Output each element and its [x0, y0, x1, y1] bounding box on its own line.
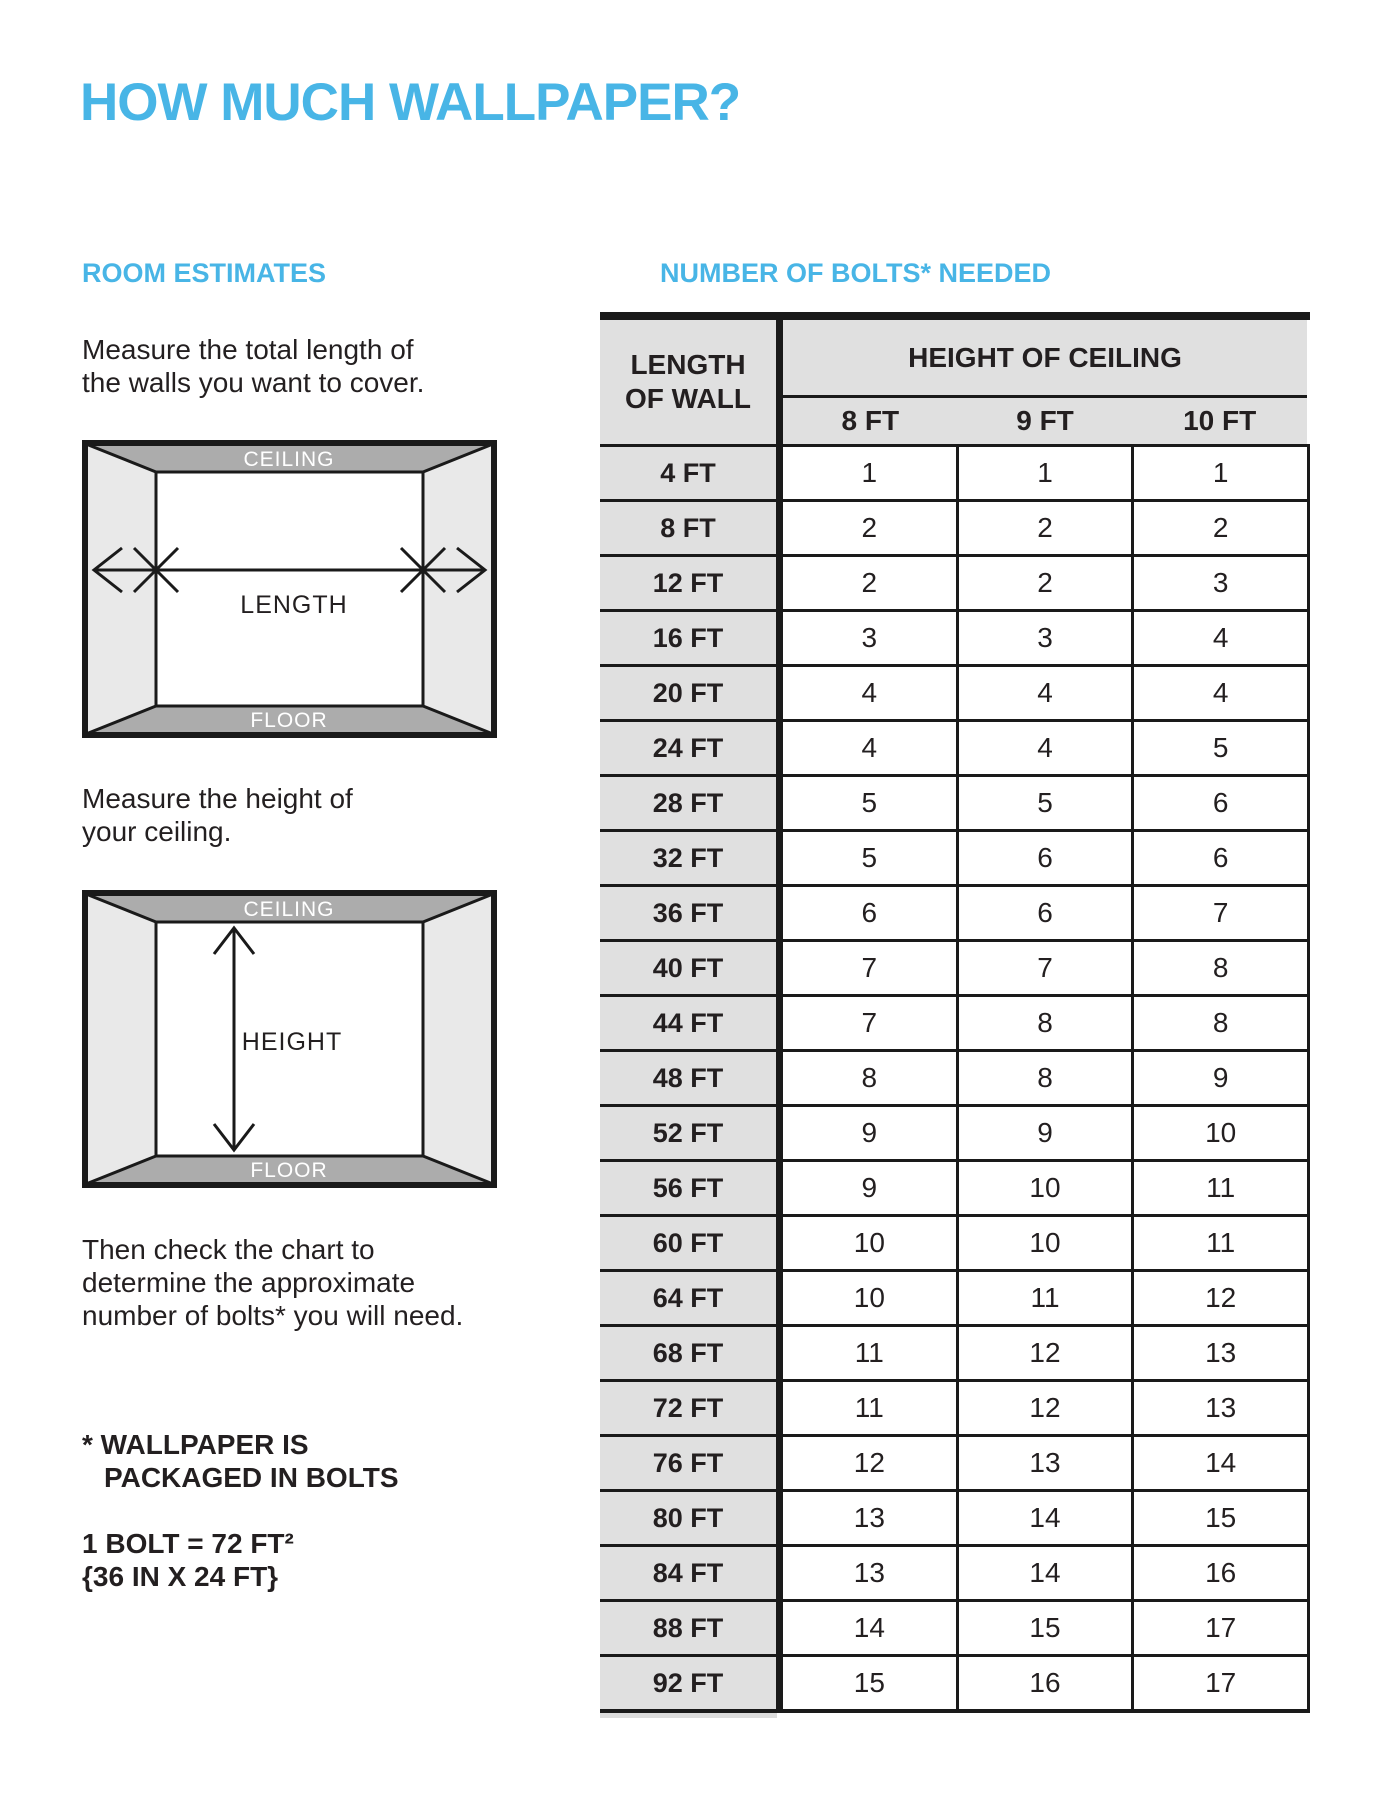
row-label: 64 FT — [600, 1272, 776, 1324]
bolt-count-cell: 8 — [783, 1052, 956, 1104]
bolt-count-cell: 11 — [1131, 1217, 1307, 1269]
step2-text — [82, 782, 353, 848]
bolt-count-cell: 7 — [1131, 887, 1307, 939]
bolt-count-cell: 7 — [956, 942, 1132, 994]
footnote-line2: PACKAGED IN BOLTS — [104, 1462, 399, 1493]
step1-line2: the walls you want to cover. — [82, 367, 425, 398]
bolt-count-cell: 14 — [783, 1602, 956, 1654]
table-vertical-divider — [776, 1657, 783, 1709]
bolts-footnote — [82, 1428, 399, 1494]
table-vertical-divider — [776, 1437, 783, 1489]
bolt-info-line1: 1 BOLT = 72 FT² — [82, 1528, 294, 1559]
row-label: 24 FT — [600, 722, 776, 774]
table-vertical-divider — [776, 1492, 783, 1544]
bolt-count-cell: 12 — [783, 1437, 956, 1489]
bolt-count-cell: 6 — [783, 887, 956, 939]
bolt-count-cell: 4 — [783, 667, 956, 719]
table-header — [600, 320, 1310, 444]
row-label: 80 FT — [600, 1492, 776, 1544]
column-header-8ft: 8 FT — [841, 405, 900, 436]
bolt-count-cell: 13 — [1131, 1327, 1307, 1379]
table-row — [600, 1214, 1310, 1269]
bolt-count-cell: 14 — [956, 1547, 1132, 1599]
bolt-count-cell: 5 — [783, 832, 956, 884]
floor-label: FLOOR — [250, 709, 328, 732]
row-header-cell — [600, 320, 776, 444]
row-label: 84 FT — [600, 1547, 776, 1599]
bolts-table-body — [600, 444, 1310, 1709]
column-header-group — [783, 320, 1310, 444]
bolt-count-cell: 2 — [783, 502, 956, 554]
row-label: 60 FT — [600, 1217, 776, 1269]
step3-line2: determine the approximate — [82, 1267, 416, 1298]
step3-line1: Then check the chart to — [82, 1234, 375, 1265]
row-label: 44 FT — [600, 997, 776, 1049]
bolt-count-cell: 2 — [956, 557, 1132, 609]
column-header-10ft: 10 FT — [1183, 405, 1257, 436]
row-label: 28 FT — [600, 777, 776, 829]
bolt-count-cell: 15 — [783, 1657, 956, 1709]
row-header-line2: OF WALL — [625, 383, 751, 414]
left-wall-face — [86, 894, 156, 1184]
height-measure-label: HEIGHT — [241, 1028, 343, 1056]
bolt-count-cell: 14 — [956, 1492, 1132, 1544]
table-row — [600, 994, 1310, 1049]
table-row — [600, 1654, 1310, 1709]
back-wall — [156, 472, 423, 706]
table-vertical-divider — [776, 887, 783, 939]
table-row — [600, 719, 1310, 774]
bolt-count-cell: 3 — [956, 612, 1132, 664]
table-row — [600, 1269, 1310, 1324]
row-label: 12 FT — [600, 557, 776, 609]
step1-text — [82, 333, 424, 399]
bolt-count-cell: 6 — [1131, 777, 1307, 829]
table-vertical-divider — [776, 667, 783, 719]
bolt-count-cell: 17 — [1131, 1657, 1307, 1709]
row-label: 56 FT — [600, 1162, 776, 1214]
table-row — [600, 1599, 1310, 1654]
table-vertical-divider — [776, 447, 783, 499]
row-label: 36 FT — [600, 887, 776, 939]
bolt-count-cell: 4 — [1131, 612, 1307, 664]
ceiling-height-columns — [783, 398, 1307, 444]
bolt-count-cell: 3 — [1131, 557, 1307, 609]
bolt-count-cell: 11 — [1131, 1162, 1307, 1214]
row-label: 88 FT — [600, 1602, 776, 1654]
bolt-count-cell: 10 — [783, 1272, 956, 1324]
table-row — [600, 1049, 1310, 1104]
bolt-count-cell: 8 — [956, 1052, 1132, 1104]
table-vertical-divider — [776, 722, 783, 774]
bolt-count-cell: 2 — [783, 557, 956, 609]
row-label: 92 FT — [600, 1657, 776, 1709]
bolt-count-cell: 1 — [783, 447, 956, 499]
room-length-diagram — [82, 440, 497, 738]
bolt-count-cell: 7 — [783, 942, 956, 994]
bolt-count-cell: 6 — [1131, 832, 1307, 884]
row-label: 68 FT — [600, 1327, 776, 1379]
bolt-count-cell: 4 — [956, 667, 1132, 719]
table-row — [600, 1434, 1310, 1489]
room-height-diagram — [82, 890, 497, 1188]
left-wall-face — [86, 444, 156, 734]
step3-text — [82, 1233, 463, 1332]
row-label: 72 FT — [600, 1382, 776, 1434]
table-vertical-divider — [776, 612, 783, 664]
table-vertical-divider — [776, 502, 783, 554]
bolt-count-cell: 15 — [1131, 1492, 1307, 1544]
table-vertical-divider — [776, 1217, 783, 1269]
bolt-count-cell: 13 — [783, 1492, 956, 1544]
table-vertical-divider — [776, 942, 783, 994]
table-row — [600, 1544, 1310, 1599]
bolt-count-cell: 13 — [956, 1437, 1132, 1489]
bolt-count-cell: 16 — [956, 1657, 1132, 1709]
table-vertical-divider — [776, 832, 783, 884]
table-row — [600, 1379, 1310, 1434]
table-row — [600, 1104, 1310, 1159]
row-label: 8 FT — [600, 502, 776, 554]
table-row — [600, 1489, 1310, 1544]
row-label: 76 FT — [600, 1437, 776, 1489]
ceiling-label: CEILING — [243, 898, 335, 921]
bolt-count-cell: 11 — [956, 1272, 1132, 1324]
table-vertical-divider — [776, 1052, 783, 1104]
table-row — [600, 444, 1310, 499]
row-label: 16 FT — [600, 612, 776, 664]
bolt-count-cell: 7 — [783, 997, 956, 1049]
bolt-count-cell: 5 — [783, 777, 956, 829]
table-row — [600, 1324, 1310, 1379]
bolt-count-cell: 6 — [956, 832, 1132, 884]
table-vertical-divider — [776, 1602, 783, 1654]
row-label: 40 FT — [600, 942, 776, 994]
bolt-count-cell: 15 — [956, 1602, 1132, 1654]
footnote-line1: * WALLPAPER IS — [82, 1429, 309, 1460]
bolt-count-cell: 9 — [783, 1107, 956, 1159]
bolt-count-cell: 12 — [956, 1327, 1132, 1379]
table-row — [600, 609, 1310, 664]
bolt-count-cell: 12 — [956, 1382, 1132, 1434]
height-of-ceiling-header: HEIGHT OF CEILING — [783, 320, 1307, 398]
bolt-count-cell: 8 — [1131, 942, 1307, 994]
table-vertical-divider — [776, 1547, 783, 1599]
bolt-info-line2: {36 IN X 24 FT} — [82, 1561, 279, 1592]
table-vertical-divider — [776, 1272, 783, 1324]
bolt-count-cell: 9 — [956, 1107, 1132, 1159]
table-row — [600, 884, 1310, 939]
bolt-count-cell: 12 — [1131, 1272, 1307, 1324]
bolt-count-cell: 17 — [1131, 1602, 1307, 1654]
bolt-count-cell: 8 — [1131, 997, 1307, 1049]
room-estimates-heading: ROOM ESTIMATES — [82, 258, 327, 288]
page-title: HOW MUCH WALLPAPER? — [80, 73, 741, 132]
bolt-count-cell: 10 — [956, 1217, 1132, 1269]
table-vertical-divider — [776, 557, 783, 609]
table-row — [600, 664, 1310, 719]
table-vertical-divider — [776, 1382, 783, 1434]
bolt-count-cell: 4 — [956, 722, 1132, 774]
table-row — [600, 829, 1310, 884]
bolt-count-cell: 5 — [1131, 722, 1307, 774]
row-label: 52 FT — [600, 1107, 776, 1159]
table-footer-shadow — [600, 1713, 777, 1718]
table-row — [600, 554, 1310, 609]
row-label: 48 FT — [600, 1052, 776, 1104]
bolt-count-cell: 1 — [956, 447, 1132, 499]
table-vertical-divider — [776, 1327, 783, 1379]
bolt-count-cell: 16 — [1131, 1547, 1307, 1599]
table-row — [600, 499, 1310, 554]
bolt-count-cell: 3 — [783, 612, 956, 664]
bolt-count-cell: 1 — [1131, 447, 1307, 499]
table-vertical-divider — [776, 320, 783, 444]
bolt-size-info — [82, 1527, 294, 1593]
bolt-count-cell: 11 — [783, 1327, 956, 1379]
row-label: 32 FT — [600, 832, 776, 884]
bolt-count-cell: 6 — [956, 887, 1132, 939]
length-measure-label: LENGTH — [240, 591, 348, 619]
bolt-count-cell: 13 — [783, 1547, 956, 1599]
step1-line1: Measure the total length of — [82, 334, 414, 365]
table-vertical-divider — [776, 777, 783, 829]
bolt-count-cell: 10 — [1131, 1107, 1307, 1159]
step2-line1: Measure the height of — [82, 783, 353, 814]
bolt-count-cell: 14 — [1131, 1437, 1307, 1489]
bolt-count-cell: 2 — [1131, 502, 1307, 554]
bolt-count-cell: 4 — [783, 722, 956, 774]
bolt-count-cell: 10 — [956, 1162, 1132, 1214]
floor-label: FLOOR — [250, 1159, 328, 1182]
bolt-count-cell: 2 — [956, 502, 1132, 554]
bolt-count-cell: 9 — [1131, 1052, 1307, 1104]
bolt-count-cell: 9 — [783, 1162, 956, 1214]
row-header-line1: LENGTH — [630, 349, 746, 380]
column-header-9ft: 9 FT — [1016, 405, 1074, 436]
bolt-count-cell: 11 — [783, 1382, 956, 1434]
bolts-table — [600, 312, 1310, 1713]
bolts-needed-heading: NUMBER OF BOLTS* NEEDED — [660, 258, 1052, 288]
bolt-count-cell: 4 — [1131, 667, 1307, 719]
ceiling-label: CEILING — [243, 448, 335, 471]
table-vertical-divider — [776, 1107, 783, 1159]
table-vertical-divider — [776, 997, 783, 1049]
step2-line2: your ceiling. — [82, 816, 232, 847]
right-wall-face — [423, 894, 493, 1184]
row-label: 4 FT — [600, 447, 776, 499]
table-row — [600, 774, 1310, 829]
bolt-count-cell: 10 — [783, 1217, 956, 1269]
bolt-count-cell: 13 — [1131, 1382, 1307, 1434]
right-wall-face — [423, 444, 493, 734]
table-row — [600, 1159, 1310, 1214]
table-vertical-divider — [776, 1162, 783, 1214]
step3-line3: number of bolts* you will need. — [82, 1300, 464, 1331]
bolt-count-cell: 5 — [956, 777, 1132, 829]
bolt-count-cell: 8 — [956, 997, 1132, 1049]
row-label: 20 FT — [600, 667, 776, 719]
table-row — [600, 939, 1310, 994]
